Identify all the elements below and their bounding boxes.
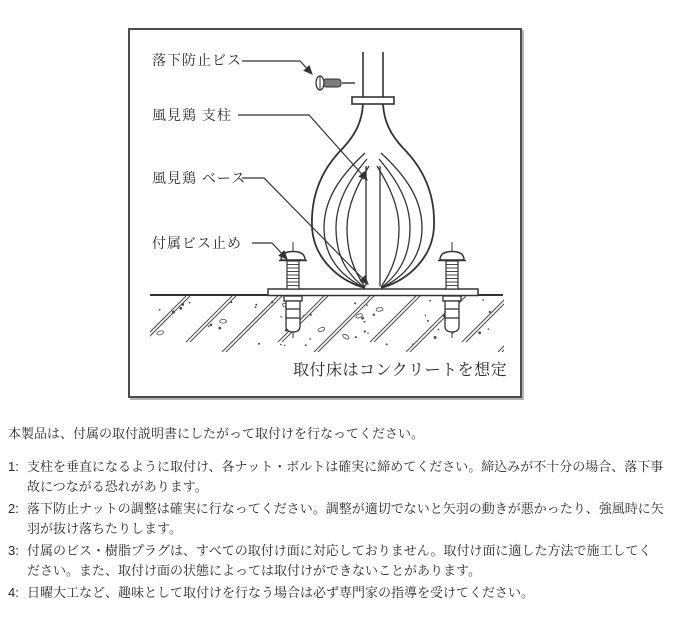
diagram-caption: 取付床はコンクリートを想定	[293, 362, 508, 379]
weathervane-post-shape	[352, 52, 394, 104]
mounting-screw-right	[438, 242, 466, 289]
fall-prevention-screw-shape	[316, 76, 355, 90]
instruction-number: 3:	[8, 543, 19, 558]
installation-diagram-box	[128, 28, 522, 398]
instruction-number: 2:	[8, 501, 19, 516]
installation-diagram	[130, 30, 520, 396]
instruction-item	[8, 583, 664, 603]
instruction-text: 支柱を垂直になるように取付け、各ナット・ボルトは確実に締めてください。締込みが不十分の場合、落下事故につながる恐れがあります。	[27, 459, 664, 494]
instruction-item	[8, 541, 664, 581]
instruction-text: 落下防止ナットの調整は確実に行なってください。調整が適切でないと矢羽の動きが悪かったり、強風時に矢羽が抜け落ちたりします。	[27, 501, 664, 536]
leader-fall-prevention-screw	[242, 61, 312, 74]
label-weathervane-post: 風見鶏 支柱	[152, 107, 232, 123]
instructions-section	[8, 424, 664, 605]
instruction-item	[8, 499, 664, 539]
label-fall-prevention-screw: 落下防止ビス	[152, 52, 242, 68]
instruction-number: 4:	[8, 585, 19, 600]
instruction-number: 1:	[8, 459, 19, 474]
instruction-text: 付属のビス・樹脂プラグは、すべての取付け面に対応しておりません。取付け面に適した方法で施工してください。また、取付け面の状態によっては取付けができないことがあります。	[27, 543, 652, 578]
label-attached-screw: 付属ビス止め	[152, 235, 242, 251]
weathervane-base-shape	[312, 104, 434, 288]
concrete-texture	[130, 296, 520, 352]
plastic-plug-right	[443, 296, 461, 338]
plastic-plug-left	[284, 296, 302, 338]
mounting-screw-left	[279, 242, 307, 289]
instructions-intro: 本製品は、付属の取付説明書にしたがって取付けを行なってください。	[8, 426, 425, 441]
instruction-text: 日曜大工など、趣味として取付けを行なう場合は必ず専門家の指導を受けてください。	[27, 585, 535, 600]
label-weathervane-base: 風見鶏 ベース	[152, 170, 247, 186]
base-plate	[268, 289, 478, 296]
instruction-item	[8, 457, 664, 497]
leader-weathervane-base	[242, 178, 368, 284]
